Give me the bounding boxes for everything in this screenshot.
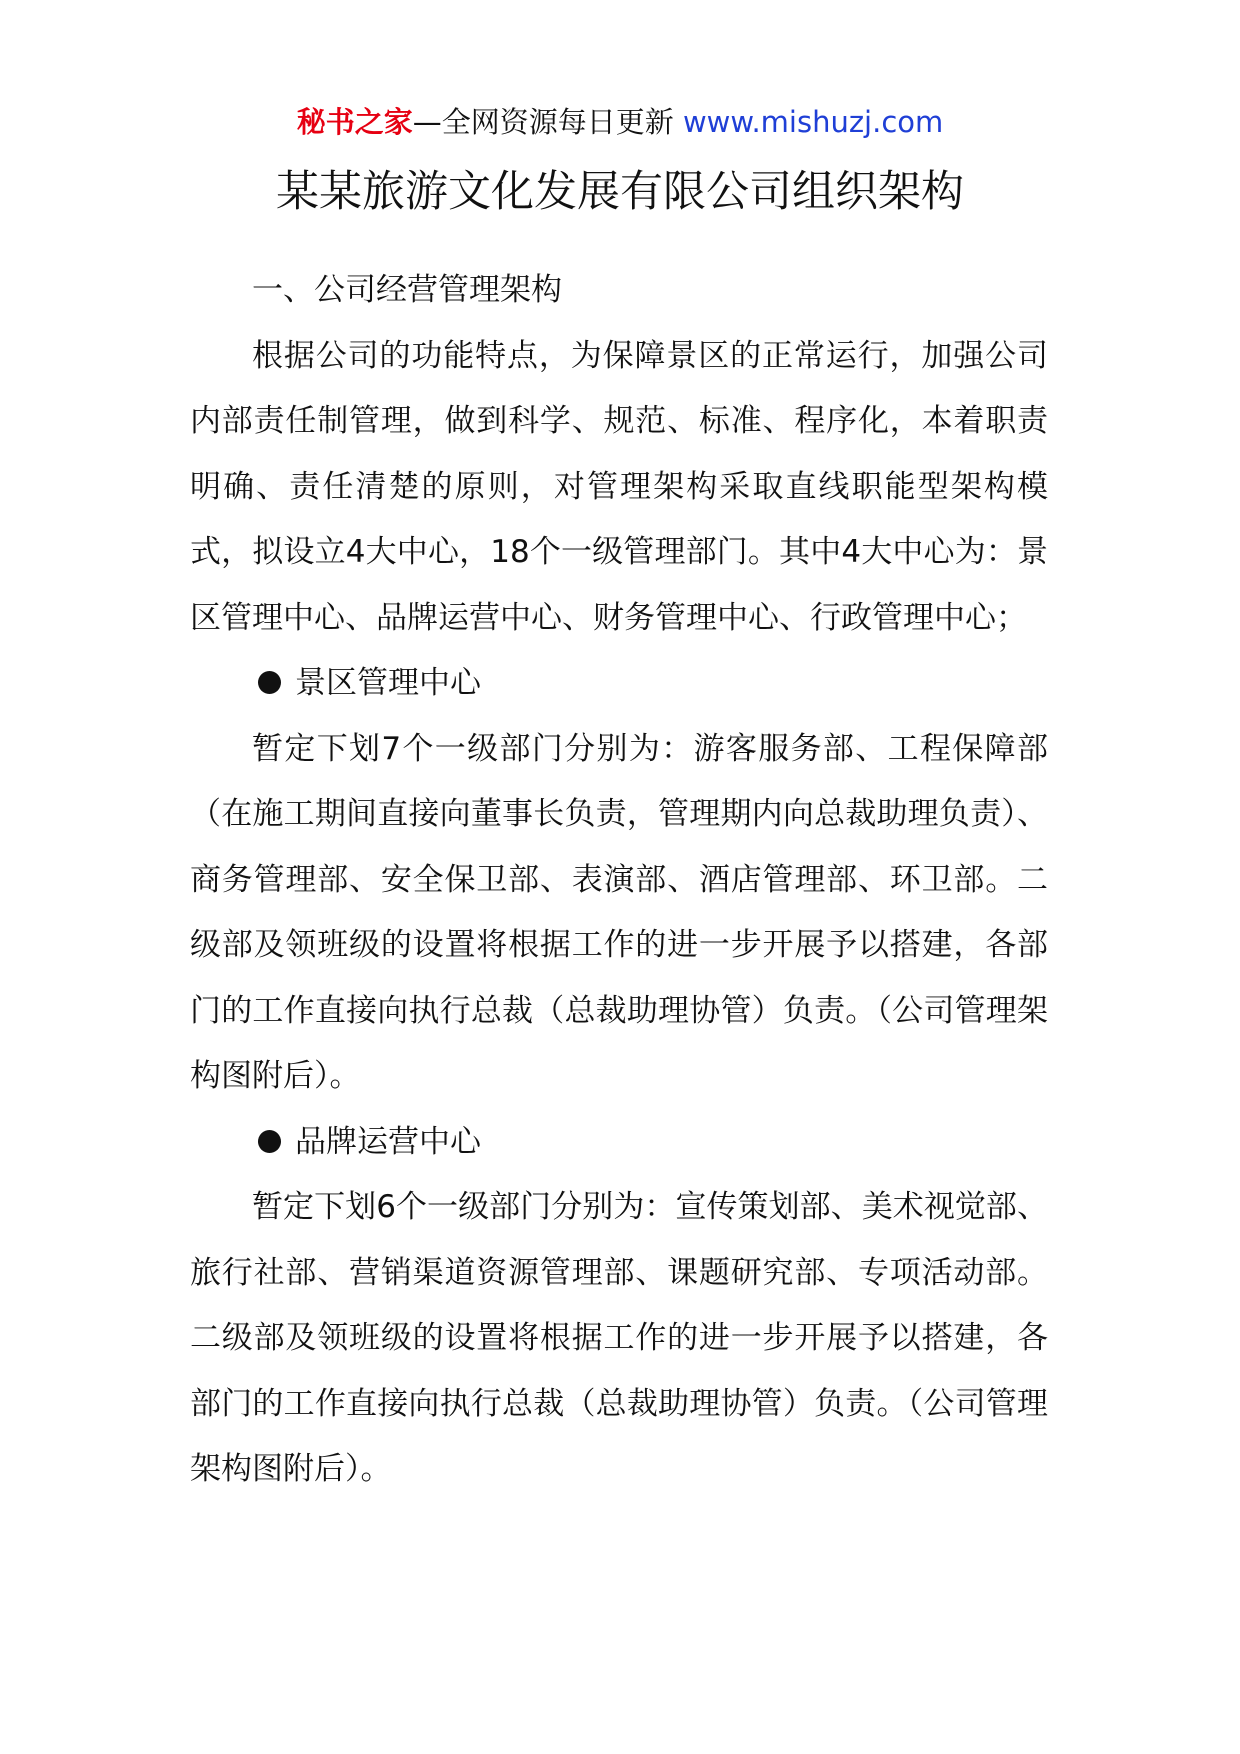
document-title: 某某旅游文化发展有限公司组织架构	[276, 167, 964, 217]
bullet-label: 品牌运营中心	[295, 1123, 481, 1160]
scenic-center-paragraph: 暂定下划7个一级部门分别为：游客服务部、工程保障部（在施工期间直接向董事长负责，管理期内向总裁助理负责）、商务管理部、安全保卫部、表演部、酒店管理部、环卫部。二级部及领班级的设置将根据工作的进一步开展予以搭建，各部门的工作直接向执行总裁（总裁助理协管）负责。（公司管理架构图附后）。	[190, 730, 1048, 1094]
brand-name: 秘书之家	[296, 105, 413, 139]
bullet-label: 景区管理中心	[295, 665, 481, 701]
bullet-dot-icon	[258, 1130, 281, 1153]
intro-paragraph: 根据公司的功能特点，为保障景区的正常运行，加强公司内部责任制管理，做到科学、规范、标准、程序化，本着职责明确、责任清楚的原则，对管理架构采取直线职能型架构模式，拟设立4大中心，18个一级管理部门。其中4大中心为：景区管理中心、品牌运营中心、财务管理中心、行政管理中心；	[190, 337, 1048, 636]
site-header	[0, 100, 1240, 144]
bullet-item-scenic-center	[190, 651, 1048, 717]
header-url[interactable]: www.mishuzj.com	[682, 105, 944, 139]
header-slogan: —全网资源每日更新	[412, 105, 674, 139]
section-heading: 一、公司经营管理架构	[252, 272, 562, 308]
document-body	[190, 258, 1048, 1503]
bullet-dot-icon	[258, 671, 281, 694]
brand-center-paragraph: 暂定下划6个一级部门分别为：宣传策划部、美术视觉部、旅行社部、营销渠道资源管理部、课题研究部、专项活动部。二级部及领班级的设置将根据工作的进一步开展予以搭建，各部门的工作直接向执行总裁（总裁助理协管）负责。（公司管理架构图附后）。	[190, 1189, 1048, 1487]
bullet-item-brand-center	[190, 1110, 1048, 1176]
